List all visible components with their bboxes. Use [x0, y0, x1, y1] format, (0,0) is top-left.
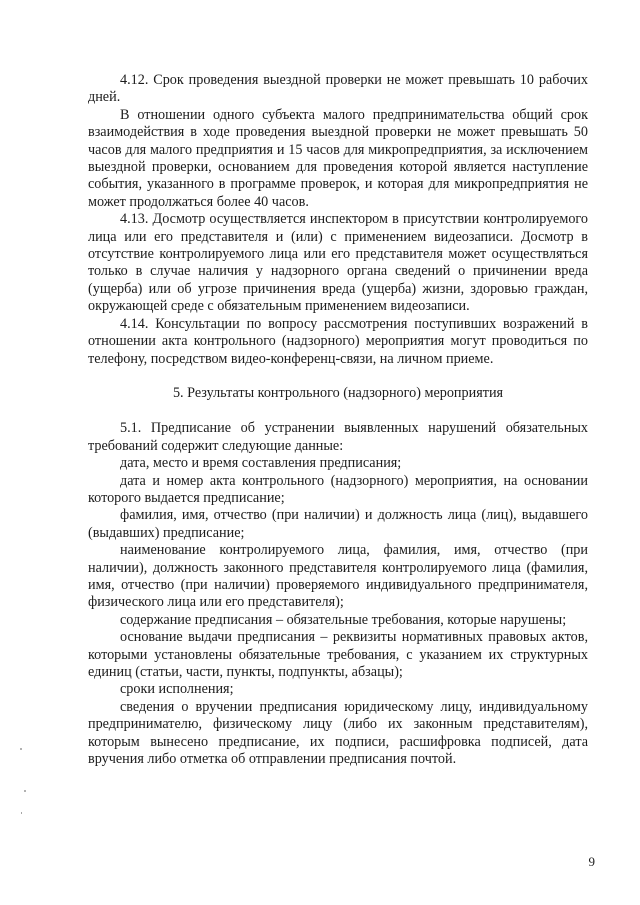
paragraph-4-14: 4.14. Консультации по вопросу рассмотрения поступивших возражений в отношении акта контрольного (надзорного) мероприятия могут проводиться по телефону, посредством видео-конференц-связи, на личном приеме.	[88, 315, 588, 367]
section-heading: 5. Результаты контрольного (надзорного) мероприятия	[172, 384, 504, 401]
scan-speck	[21, 812, 22, 814]
list-item-delivery: сведения о вручении предписания юридическому лицу, индивидуальному предпринимателю, физическому лицу (либо их законным представителям), которым вынесено предписание, их подписи, расшифровка подписей, дата вручения либо отметка об отправлении предписания почтой.	[88, 698, 588, 768]
list-item-content: содержание предписания – обязательные требования, которые нарушены;	[120, 611, 567, 628]
scan-speck	[24, 790, 26, 792]
list-item-deadlines: сроки исполнения;	[120, 681, 234, 698]
list-item-basis: основание выдачи предписания – реквизиты нормативных правовых актов, которыми установлены обязательные требования, с указанием их структурных единиц (статьи, части, пункты, подпункты, абзацы);	[88, 629, 588, 680]
list-item-controlled-person: наименование контролируемого лица, фамилия, имя, отчество (при наличии), должность законного представителя контролируемого лица (фамилия, имя, отчество (при наличии) проверяемого индивидуального предпринимателя, физического лица или его представителя);	[88, 542, 588, 611]
paragraph-5-1: 5.1. Предписание об устранении выявленных нарушений обязательных требований содержит следующие данные:	[88, 420, 588, 454]
scan-speck	[20, 748, 22, 750]
list-item-act-number: дата и номер акта контрольного (надзорного) мероприятия, на основании которого выдается предписание;	[88, 472, 588, 506]
document-body	[88, 72, 588, 768]
paragraph-4-12: 4.12. Срок проведения выездной проверки не может превышать 10 рабочих дней.	[88, 72, 588, 106]
page-number: 9	[588, 854, 595, 869]
paragraph-small-business-limit: В отношении одного субъекта малого предпринимательства общий срок взаимодействия в ходе проведения выездной проверки не может превышать 50 часов для малого предприятия и 15 часов для микропредприятия, за исключением выездной проверки, основанием для проведения которой является наступление события, указанного в программе проверок, и которая для микропредприятия не может продолжаться более 40 часов.	[88, 106, 588, 210]
list-item-issuer: фамилия, имя, отчество (при наличии) и должность лица (лиц), выдавшего (выдавших) предписание;	[88, 507, 588, 541]
list-item-date-place: дата, место и время составления предписания;	[120, 455, 402, 472]
paragraph-4-13: 4.13. Досмотр осуществляется инспектором в присутствии контролируемого лица или его представителя и (или) с применением видеозаписи. Досмотр в отсутствие контролируемого лица или его представителя может осуществляться только в случае наличия у надзорного органа сведений о причинении вреда (ущерба) или об угрозе причинения вреда (ущерба) жизни, здоровью граждан, окружающей среде с обязательным применением видеозаписи.	[88, 211, 588, 315]
